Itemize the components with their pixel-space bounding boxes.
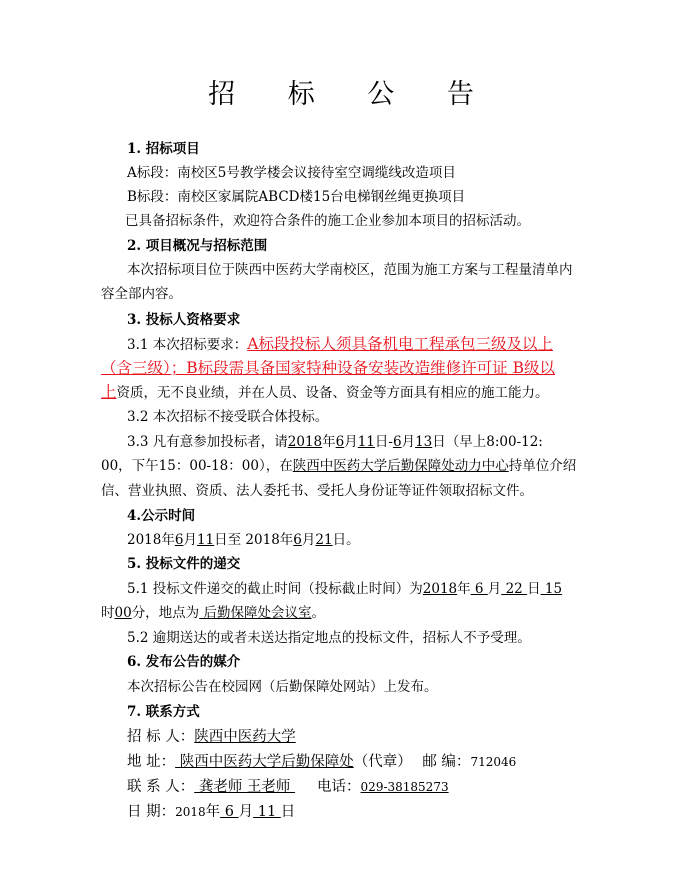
phone-label: 电话： [317,779,361,795]
zip-label: 邮 编： [422,754,471,770]
requirement-3-3-line2 [101,455,576,477]
address-row [127,751,516,773]
s4-end: 日。 [332,532,360,548]
section-3-heading: 3. 投标人资格要求 [127,312,241,328]
requirement-3-1-red-2: （含三级）；B标段需具备国家特种设备安装改造维修许可证 B级以 [101,359,555,377]
address-value: 陕西中医药大学后勤保障处 [175,754,354,770]
s5-deadline-text: 5.1 投标文件递交的截止时间（投标截止时间）为 [127,581,423,597]
publication-media: 本次招标公告在校园网（后勤保障处网站）上发布。 [127,679,438,695]
date-day: 11 [253,804,281,820]
s5-hour-label: 时 [101,605,115,621]
s4-end-month: 6 [293,532,302,548]
r33-month-2: 6 [392,434,402,450]
r33-month-1: 6 [335,434,345,450]
requirement-3-1-red-3: 上 [101,383,117,401]
s5-location-label: 分，地点为 [131,605,200,621]
s5-month: 6 [470,581,488,597]
requirement-3-2: 3.2 本次招标不接受联合体投标。 [127,409,329,425]
r33-month-label-2: 月 [401,434,416,450]
r33-text-a: 3.3 凡有意参加投标者，请 [127,434,288,450]
s5-location: 后勤保障处会议室 [199,605,312,621]
address-label: 地 址： [127,754,176,770]
s5-year-label: 年 [457,581,471,597]
s4-month-label: 月 [183,532,197,548]
section-5-heading: 5. 投标文件的递交 [127,556,241,572]
r33-day-2: 13 [415,434,433,450]
r33-hours-morning: 日（早上8:00-12: [432,434,543,450]
contact-row [127,776,449,798]
section-2-para-line1: 本次招标项目位于陕西中医药大学南校区，范围为施工方案与工程量清单内 [127,262,573,278]
date-year: 2018 [175,805,206,819]
date-row [127,801,295,823]
r33-year: 2018 [287,434,323,450]
lot-a-text: A标段：南校区5号教学楼会议接待室空调缆线改造项目 [127,165,456,181]
contact-value: 龚老师 王老师 [194,779,296,795]
section-2-heading: 2. 项目概况与招标范围 [127,238,268,254]
s5-month-label: 月 [487,581,502,597]
requirement-3-1-line1 [127,333,553,356]
announcement-period [127,529,360,551]
contact-label: 联 系 人： [127,779,195,795]
s5-year: 2018 [422,581,458,597]
deadline-line2 [101,602,325,624]
r33-day-1: 11 [357,434,375,450]
s5-period: 。 [311,605,325,621]
s5-hour: 15 [540,581,563,597]
tenderer-row [127,726,296,748]
s4-month-label-2: 月 [301,532,316,548]
date-label: 日 期： [127,804,176,820]
requirement-3-1-rest: 资质，无不良业绩，并在人员、设备、资金等方面具有相应的施工能力。 [116,385,549,401]
r33-docs-intro: 持单位介绍 [508,458,577,474]
s5-minute: 00 [114,605,132,621]
section-1-note: 已具备招标条件，欢迎符合条件的施工企业参加本项目的招标活动。 [125,213,530,229]
requirement-3-1-red-1: A标段投标人须具备机电工程承包三级及以上 [247,335,553,353]
section-2-para-line2: 容全部内容。 [101,286,182,302]
date-day-label: 日 [280,804,296,820]
page-title: 招 标 公 告 [208,79,496,110]
tenderer-value: 陕西中医药大学 [194,729,296,745]
r33-hours-afternoon: 00，下午15：00-18：00），在 [101,458,293,474]
section-7-heading: 7. 联系方式 [127,704,200,720]
date-year-label: 年 [205,804,221,820]
lot-b-text: B标段：南校区家属院ABCD楼15台电梯钢丝绳更换项目 [127,189,466,205]
requirement-3-1-line2 [101,357,555,380]
r33-month-label-1: 月 [344,434,358,450]
address-stamp-note: （代章） [353,754,412,770]
r33-year-label: 年 [322,434,336,450]
zip-value: 712046 [470,755,517,769]
s4-start-day: 11 [196,532,215,548]
requirement-3-3-line3: 信、营业执照、资质、法人委托书、受托人身份证等证件领取招标文件。 [101,483,533,499]
s5-day: 22 [501,581,528,597]
requirement-3-3-line1 [127,431,543,453]
s4-to-year: 日至 2018年 [214,532,294,548]
late-submission-note: 5.2 逾期送达的或者未送达指定地点的投标文件，招标人不予受理。 [127,630,531,646]
date-month-label: 月 [238,804,254,820]
deadline-line1 [127,578,562,600]
s4-end-day: 21 [315,532,333,548]
phone-value: 029-38185273 [360,780,449,794]
date-month: 6 [220,804,239,820]
requirement-3-1-line3 [101,381,549,404]
r33-dash: 日- [374,434,393,450]
s4-start-year: 2018年 [127,532,175,548]
section-6-heading: 6. 发布公告的媒介 [127,654,241,670]
tenderer-label: 招 标 人： [127,729,195,745]
s4-start-month: 6 [174,532,184,548]
requirement-3-1-prefix: 3.1 本次招标要求： [127,337,248,353]
section-1-heading: 1. 招标项目 [127,141,200,157]
r33-pickup-location: 陕西中医药大学后勤保障处动力中心 [292,458,509,474]
s5-day-label: 日 [527,581,541,597]
section-4-heading: 4.公示时间 [127,508,196,524]
